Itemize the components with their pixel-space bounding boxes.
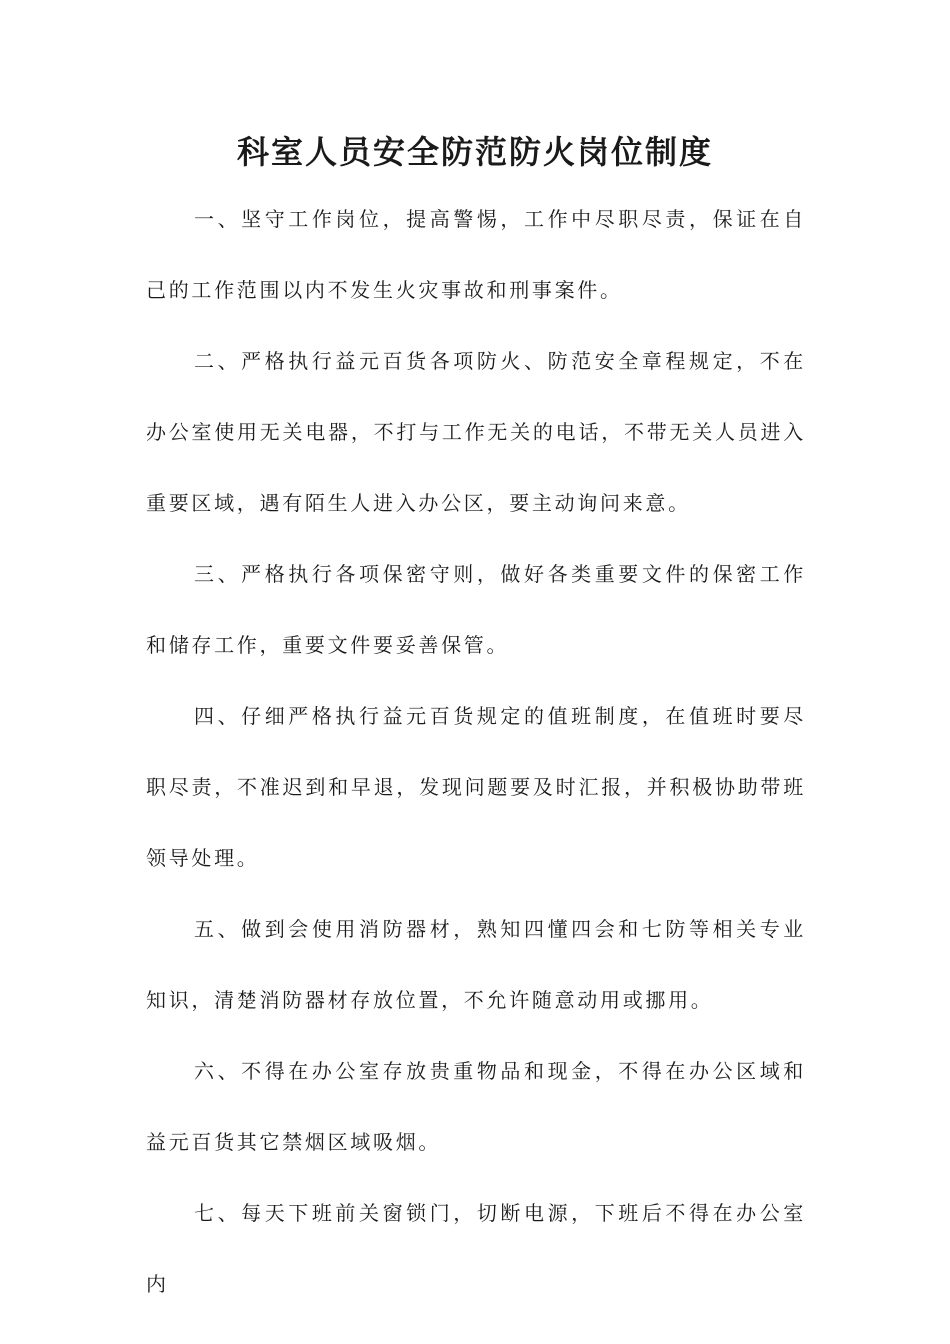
paragraph-4: 四、仔细严格执行益元百货规定的值班制度，在值班时要尽职尽责，不准迟到和早退，发现问题要及时汇报，并积极协助带班领导处理。 [146, 704, 806, 870]
paragraph-3: 三、严格执行各项保密守则，做好各类重要文件的保密工作和储存工作，重要文件要妥善保管。 [146, 562, 806, 657]
paragraph-6: 六、不得在办公室存放贵重物品和现金，不得在办公区域和益元百货其它禁烟区域吸烟。 [146, 1059, 806, 1154]
document-body [146, 184, 806, 1320]
paragraph-5: 五、做到会使用消防器材，熟知四懂四会和七防等相关专业知识，清楚消防器材存放位置，不允许随意动用或挪用。 [146, 917, 806, 1012]
paragraph-1: 一、坚守工作岗位，提高警惕，工作中尽职尽责，保证在自己的工作范围以内不发生火灾事故和刑事案件。 [146, 207, 806, 302]
paragraph-2: 二、严格执行益元百货各项防火、防范安全章程规定，不在办公室使用无关电器，不打与工作无关的电话，不带无关人员进入重要区域，遇有陌生人进入办公区，要主动询问来意。 [146, 349, 806, 515]
document-title: 科室人员安全防范防火岗位制度 [236, 133, 713, 171]
paragraph-7: 七、每天下班前关窗锁门，切断电源，下班后不得在办公室内 [146, 1201, 806, 1296]
